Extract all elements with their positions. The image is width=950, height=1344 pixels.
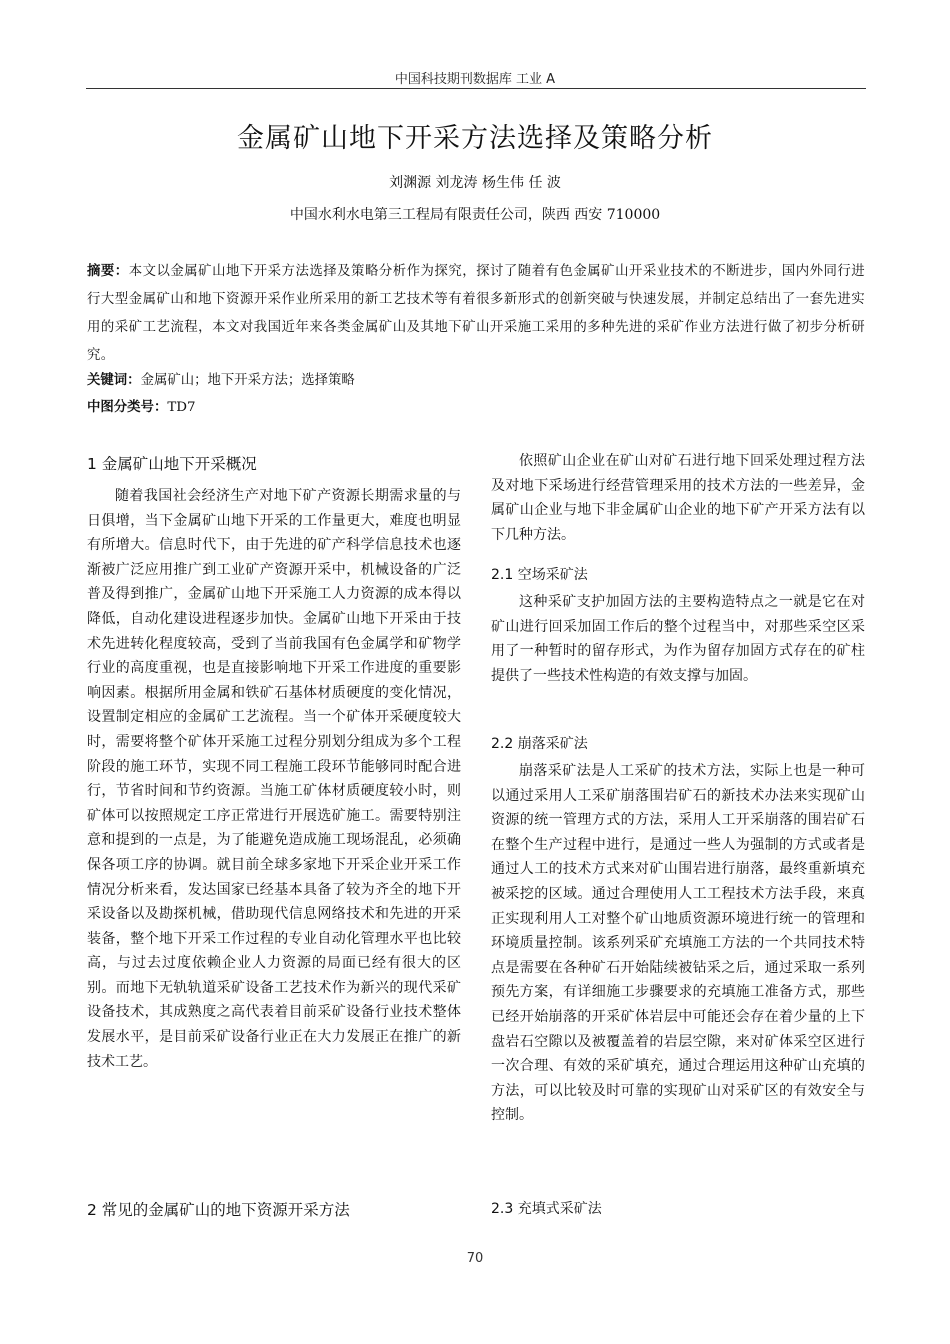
paper-title: 金属矿山地下开采方法选择及策略分析 (237, 123, 713, 154)
abstract-label: 摘要： (87, 264, 129, 279)
clc-label: 中图分类号： (87, 400, 168, 415)
section-2-2-paragraph: 崩落采矿法是人工采矿的技术方法，实际上也是一种可以通过采用人工采矿崩落围岩矿石的新技术办法来实现矿山资源的统一管理方式的方法，采用人工开采崩落的围岩矿石在整个生产过程中进行，是通过一些人为强制的方式或者是通过人工的技术方式来对矿山围岩进行崩落，最终重新填充被采挖的区域。通过合理使用人工工程技术方法手段，来真正实现利用人工对整个矿山地质资源环境进行统一的管理和环境质量控制。该系列采矿充填施工方法的一个共同技术特点是需要在各种矿石开始陆续被钻采之后，通过采取一系列预先方案，有详细施工步骤要求的充填施工准备方式，那些已经开始崩落的开采矿体岩层中可能还会存在着少量的上下盘岩石空隙以及被覆盖着的岩层空隙，来对矿体采空区进行一次合理、有效的采矿填充，通过合理运用这种矿山充填的方法，可以比较及时可靠的实现矿山对采矿区的有效安全与控制。 (491, 763, 865, 1124)
keywords-line (87, 369, 865, 388)
keywords-text: 金属矿山；地下开采方法；选择策略 (140, 373, 355, 388)
section-2-1-paragraph: 这种采矿支护加固方法的主要构造特点之一就是它在对矿山进行回采加固工作后的整个过程当中，对那些采空区采用了一种暂时的留存形式，为作为留存加固方式存在的矿柱提供了一些技术性构造的有效支撑与加固。 (491, 594, 865, 684)
header-rule (86, 88, 866, 89)
section-1-heading: 1 金属矿山地下开采概况 (87, 455, 257, 473)
paper-authors: 刘渊源 刘龙涛 杨生伟 任 波 (389, 175, 561, 191)
section-1-paragraph: 随着我国社会经济生产对地下矿产资源长期需求量的与日俱增，当下金属矿山地下开采的工作量更大，难度也明显有所增大。信息时代下，由于先进的矿产科学信息技术也逐渐被广泛应用推广到工业矿产资源开采中，机械设备的广泛普及得到推广，金属矿山地下开采施工人力资源的成本得以降低，自动化建设进程逐步加快。金属矿山地下开采由于技术先进转化程度较高，受到了当前我国有色金属学和矿物学行业的高度重视，也是直接影响地下开采工作进度的重要影响因素。根据所用金属和铁矿石基体材质硬度的变化情况，设置制定相应的金属矿工艺流程。当一个矿体开采硬度较大时，需要将整个矿体开采施工过程分别划分组成为多个工程阶段的施工环节，实现不同工程施工段环节能够同时配合进行，节省时间和节约资源。当施工矿体材质硬度较小时，则矿体可以按照规定工序正常进行开展选矿施工。需要特别注意和提到的一点是，为了能避免造成施工现场混乱，必须确保各项工序的协调。就目前全球多家地下开采企业开采工作情况分析来看，发达国家已经基本具备了较为齐全的地下开采设备以及勘探机械，借助现代信息网络技术和先进的开采装备，整个地下开采工作过程的专业自动化管理水平也比较高，与过去过度依赖企业人力资源的局面已经有很大的区别。而地下无轨轨道采矿设备工艺技术作为新兴的现代采矿设备技术，其成熟度之高代表着目前采矿设备行业技术整体发展水平，是目前采矿设备行业正在大力发展正在推广的新技术工艺。 (87, 488, 461, 1070)
abstract-block (87, 258, 865, 370)
section-2-heading: 2 常见的金属矿山的地下资源开采方法 (87, 1201, 350, 1219)
section-2-intro: 依照矿山企业在矿山对矿石进行地下回采处理过程方法及对地下采场进行经营管理采用的技术方法的一些差异，金属矿山企业与地下非金属矿山企业的地下矿产开采方法有以下几种方法。 (491, 453, 865, 543)
clc-line (87, 396, 865, 415)
page-number: 70 (466, 1251, 484, 1266)
keywords-label: 关键词： (87, 373, 141, 388)
clc-text: TD7 (167, 400, 196, 415)
section-2-2-heading: 2.2 崩落采矿法 (491, 736, 588, 752)
section-2-1-heading: 2.1 空场采矿法 (491, 567, 588, 583)
paper-affiliation: 中国水利水电第三工程局有限责任公司，陕西 西安 710000 (289, 207, 661, 223)
journal-header: 中国科技期刊数据库 工业 A (394, 72, 556, 87)
section-2-3-heading: 2.3 充填式采矿法 (491, 1201, 602, 1217)
abstract-text: 本文以金属矿山地下开采方法选择及策略分析作为探究，探讨了随着有色金属矿山开采业技术的不断进步，国内外同行进行大型金属矿山和地下资源开采作业所采用的新工艺技术等有着很多新形式的创新突破与快速发展，并制定总结出了一套先进实用的采矿工艺流程，本文对我国近年来各类金属矿山及其地下矿山开采施工采用的多种先进的采矿作业方法进行做了初步分析研究。 (87, 264, 865, 363)
